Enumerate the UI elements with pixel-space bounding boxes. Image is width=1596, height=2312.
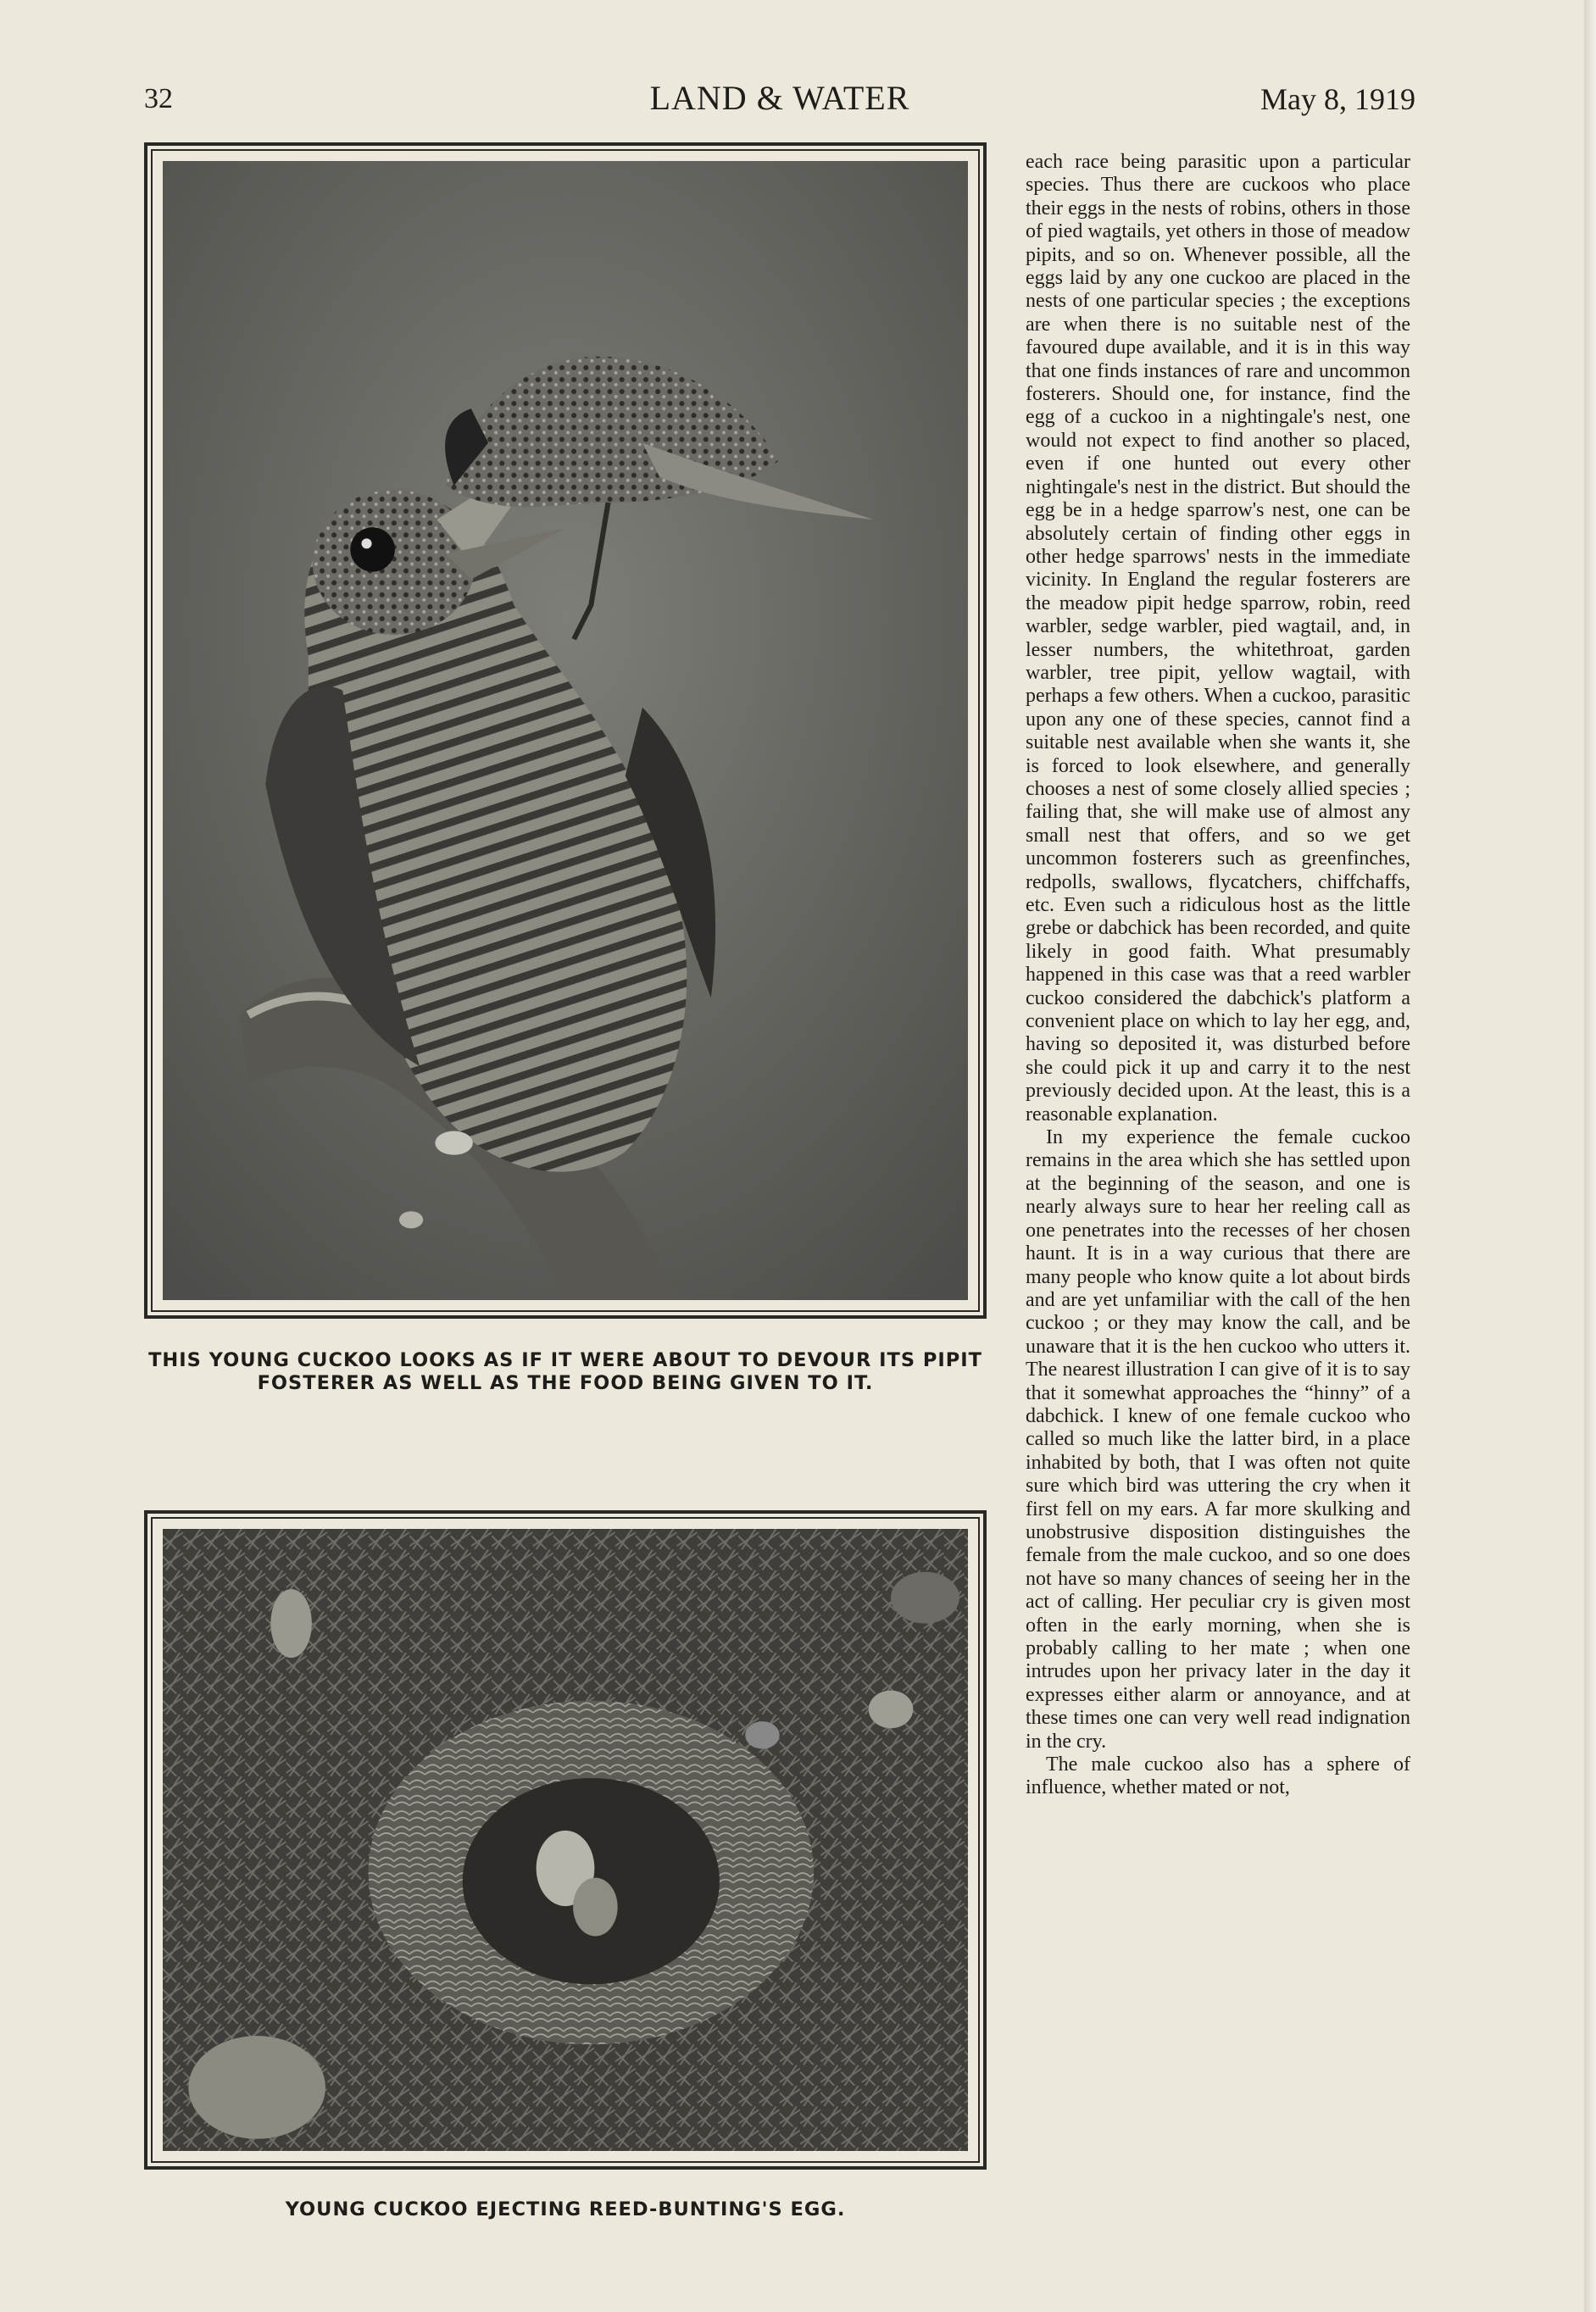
article-text-column bbox=[1026, 151, 1410, 1800]
nest-egg-photo bbox=[163, 1529, 968, 2151]
caption-cuckoo-pipit: THIS YOUNG CUCKOO LOOKS AS IF IT WERE ABOUT TO DEVOUR ITS PIPIT FOSTERER AS WELL AS THE FOOD BEING GIVEN TO IT. bbox=[148, 1349, 982, 1395]
article-paragraph: In my experience the female cuckoo remains in the area which she has settled upon at the beginning of the season, and one is nearly always sure to hear her reeling call as one penetrates into the recesses of her chosen haunt. It is in a way curious that there are many people who know quite a lot about birds and are yet unfamiliar with the call of the hen cuckoo ; or they may know the call, and be unaware that it is the hen cuckoo who utters it. The nearest illustration I can give of it is to say that it somewhat approaches the “hinny” of a dabchick. I knew of one female cuckoo who called so much like the latter bird, in a place inhabited by both, that I was often not quite sure which bird was uttering the cry when it first fell on my ears. A far more skulking and unobstrusive disposition distinguishes the female from the male cuckoo, and so one does not have so many chances of seeing her in the act of calling. Her peculiar cry is given most often in the early morning, when she is probably calling to her mate ; when one intrudes upon her privacy later in the day it expresses either alarm or annoyance, and at these times one can very well read indignation in the cry. bbox=[1026, 1126, 1410, 1753]
page-number: 32 bbox=[144, 83, 173, 114]
publication-title: LAND & WATER bbox=[649, 79, 910, 117]
cuckoo-pipit-photo bbox=[163, 161, 968, 1300]
page-edge bbox=[1584, 0, 1596, 2312]
article-paragraph: each race being parasitic upon a particular species. Thus there are cuckoos who place their eggs in the nests of robins, others in those of pied wagtails, yet others in those of meadow pipits, and so on. Whenever possible, all the eggs laid by any one cuckoo are placed in the nests of one particular species ; the exceptions are when there is no suitable nest of the favoured dupe available, and it is in this way that one finds instances of rare and uncommon fosterers. Should one, for instance, find the egg of a cuckoo in a nightingale's nest, one would not expect to find another so placed, even if one hunted out every other nightingale's nest in the district. But should the egg be in a hedge sparrow's nest, one can be absolutely certain of finding other eggs in other hedge sparrows' nests in the immediate vicinity. In England the regular fosterers are the meadow pipit hedge sparrow, robin, reed warbler, sedge warbler, pied wagtail, and, in lesser numbers, the whitethroat, garden warbler, tree pipit, yellow wagtail, with perhaps a few others. When a cuckoo, parasitic upon any one of these species, cannot find a suitable nest available when she wants it, she is forced to look elsewhere, and generally chooses a nest of some closely allied species ; failing that, she will make use of almost any small nest that offers, and so we get uncommon fosterers such as greenfinches, redpolls, swallows, flycatchers, chiffchaffs, etc. Even such a ridiculous host as the little grebe or dabchick has been recorded, and quite likely in good faith. What presumably happened in this case was that a reed warbler cuckoo considered the dabchick's platform a convenient place on which to lay her egg, and, having so deposited it, was disturbed before she could pick it up and carry it to the nest previously decided upon. At the least, this is a reasonable explanation. bbox=[1026, 151, 1410, 1125]
caption-nest-egg: YOUNG CUCKOO EJECTING REED-BUNTING'S EGG. bbox=[285, 2198, 846, 2220]
photo-frame-nest bbox=[144, 1510, 987, 2170]
issue-date: May 8, 1919 bbox=[1260, 82, 1415, 116]
photo-frame-cuckoo-pipit bbox=[144, 142, 987, 1319]
page-header bbox=[144, 78, 1415, 125]
article-paragraph: The male cuckoo also has a sphere of influence, whether mated or not, bbox=[1026, 1753, 1410, 1799]
